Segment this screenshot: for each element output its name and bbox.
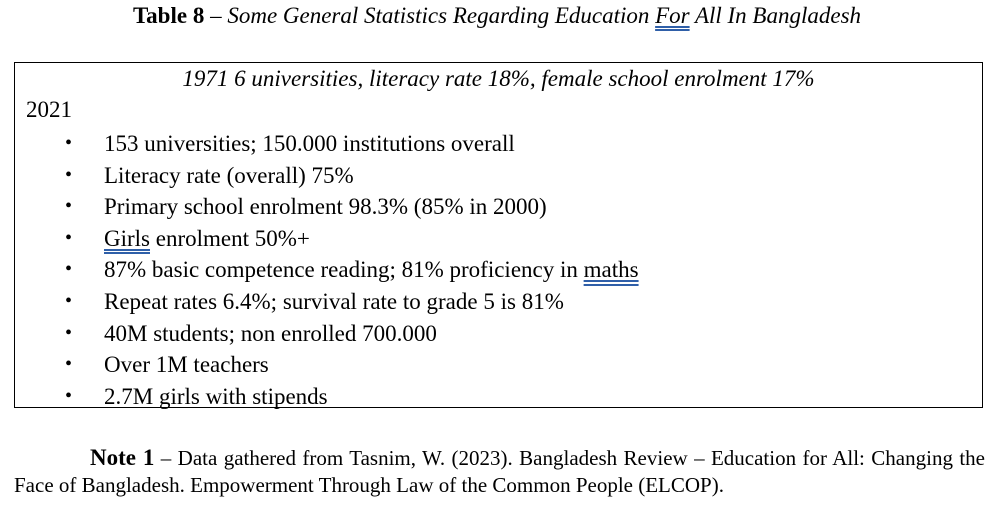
list-item-text: Primary school enrolment 98.3% (85% in 2000): [104, 194, 547, 220]
bullet-icon: •: [65, 321, 73, 344]
caption-title-before: Some General Statistics Regarding Education: [227, 3, 656, 28]
note-text: – Data gathered from Tasnim, W. (2023). Bangladesh Review – Education for All: Changing the Face of Bangladesh. Empowerment Through Law of the Common People (ELCOP).: [14, 446, 985, 497]
caption-dash: –: [204, 3, 228, 28]
caption-label: Table 8: [132, 3, 205, 28]
bullet-icon: •: [65, 195, 73, 218]
list-item-text: 2.7M girls with stipends: [104, 383, 328, 409]
list-item-text-rest: enrolment 50%+: [150, 225, 310, 251]
flagged-word: maths: [583, 257, 639, 283]
flagged-word: Girls: [104, 225, 150, 251]
bullet-icon: •: [65, 163, 73, 186]
bullet-icon: •: [65, 384, 73, 407]
list-item-text-start: 87% basic competence reading; 81% proficiency in: [104, 257, 584, 283]
list-item-text: Over 1M teachers: [104, 352, 269, 378]
caption-title-after: All In Bangladesh: [689, 3, 862, 28]
list-item-text: Literacy rate (overall) 75%: [104, 162, 354, 188]
list-item-text: [104, 223, 310, 255]
list-item-text: [104, 254, 639, 286]
list-item-text: Repeat rates 6.4%; survival rate to grade 5 is 81%: [104, 288, 564, 314]
note-label: Note 1: [90, 445, 155, 470]
statistics-table: [14, 62, 983, 408]
list-item-text: 40M students; non enrolled 700.000: [104, 320, 437, 346]
bullet-icon: •: [65, 258, 73, 281]
table-header-1971: 1971 6 universities, literacy rate 18%, female school enrolment 17%: [182, 66, 815, 91]
list-item-text: 153 universities; 150.000 institutions overall: [104, 131, 515, 156]
table-note: [14, 444, 985, 499]
bullet-icon: •: [65, 289, 73, 312]
bullet-icon: •: [65, 132, 73, 154]
year-label-2021: 2021: [26, 97, 72, 122]
table-caption: [0, 2, 994, 30]
bullet-icon: •: [65, 353, 73, 376]
caption-flagged-word: For: [655, 3, 690, 28]
bullet-icon: •: [65, 226, 73, 249]
